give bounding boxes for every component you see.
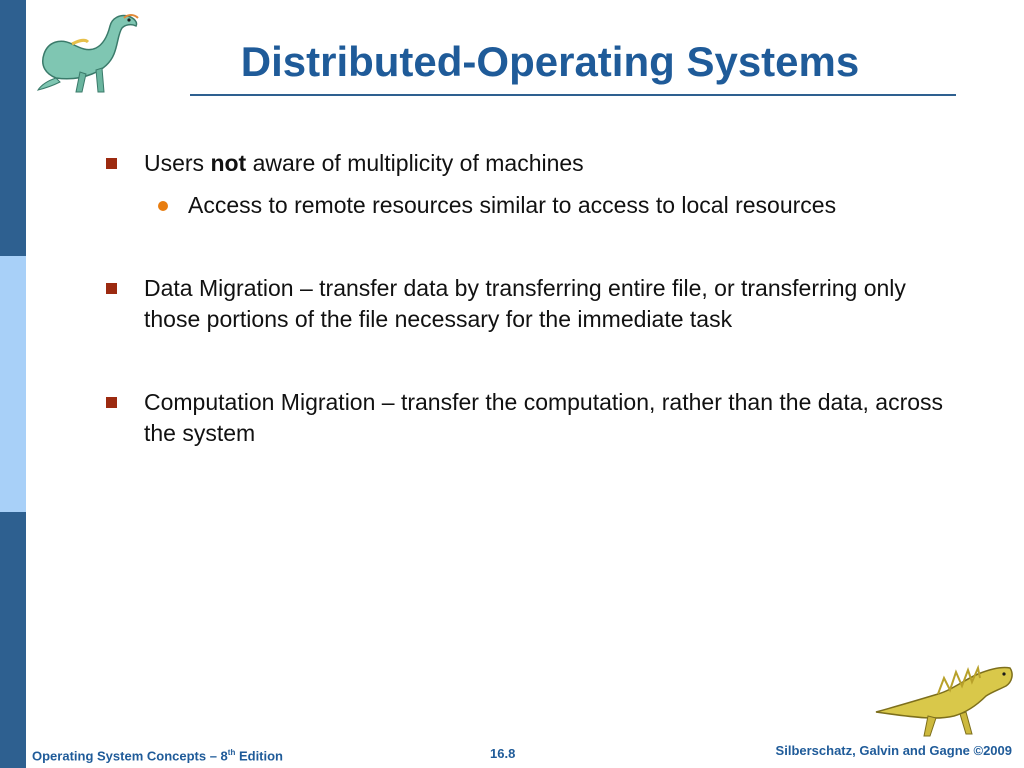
square-bullet-icon bbox=[106, 158, 117, 169]
square-bullet-icon bbox=[106, 283, 117, 294]
side-bar-segment-top bbox=[0, 0, 26, 256]
round-bullet-icon bbox=[158, 201, 168, 211]
bullet-text-suffix: aware of multiplicity of machines bbox=[246, 150, 584, 176]
sub-bullet-item bbox=[104, 190, 964, 221]
bullet-item bbox=[104, 273, 964, 335]
footer-copyright: Silberschatz, Galvin and Gagne ©2009 bbox=[775, 743, 1012, 758]
sub-bullet-text: Access to remote resources similar to access to local resources bbox=[188, 192, 837, 218]
bullet-text-bold: not bbox=[210, 150, 247, 176]
title-divider bbox=[190, 94, 956, 96]
slide-title: Distributed-Operating Systems bbox=[240, 38, 860, 85]
slide-content bbox=[104, 148, 964, 449]
bullet-text: Computation Migration – transfer the computation, rather than the data, across the system bbox=[144, 389, 944, 446]
side-bar-segment-middle bbox=[0, 256, 26, 512]
side-bar bbox=[0, 0, 26, 768]
bullet-item bbox=[104, 387, 964, 449]
footer-book-title-sup: th bbox=[227, 747, 236, 757]
bullet-item bbox=[104, 148, 964, 179]
dinosaur-icon bbox=[36, 8, 156, 96]
footer-book-title-prefix: Operating System Concepts – 8 bbox=[32, 748, 228, 763]
footer-book-title-suffix: Edition bbox=[235, 748, 284, 763]
square-bullet-icon bbox=[106, 397, 117, 408]
footer-book-title bbox=[32, 748, 283, 763]
dinosaur-icon bbox=[868, 660, 1018, 740]
bullet-text: Data Migration – transfer data by transferring entire file, or transferring only those portions of the file necessary for the immediate task bbox=[144, 275, 906, 332]
side-bar-segment-bottom bbox=[0, 512, 26, 768]
bullet-text-prefix: Users bbox=[144, 150, 211, 176]
footer-page-number: 16.8 bbox=[490, 746, 516, 761]
